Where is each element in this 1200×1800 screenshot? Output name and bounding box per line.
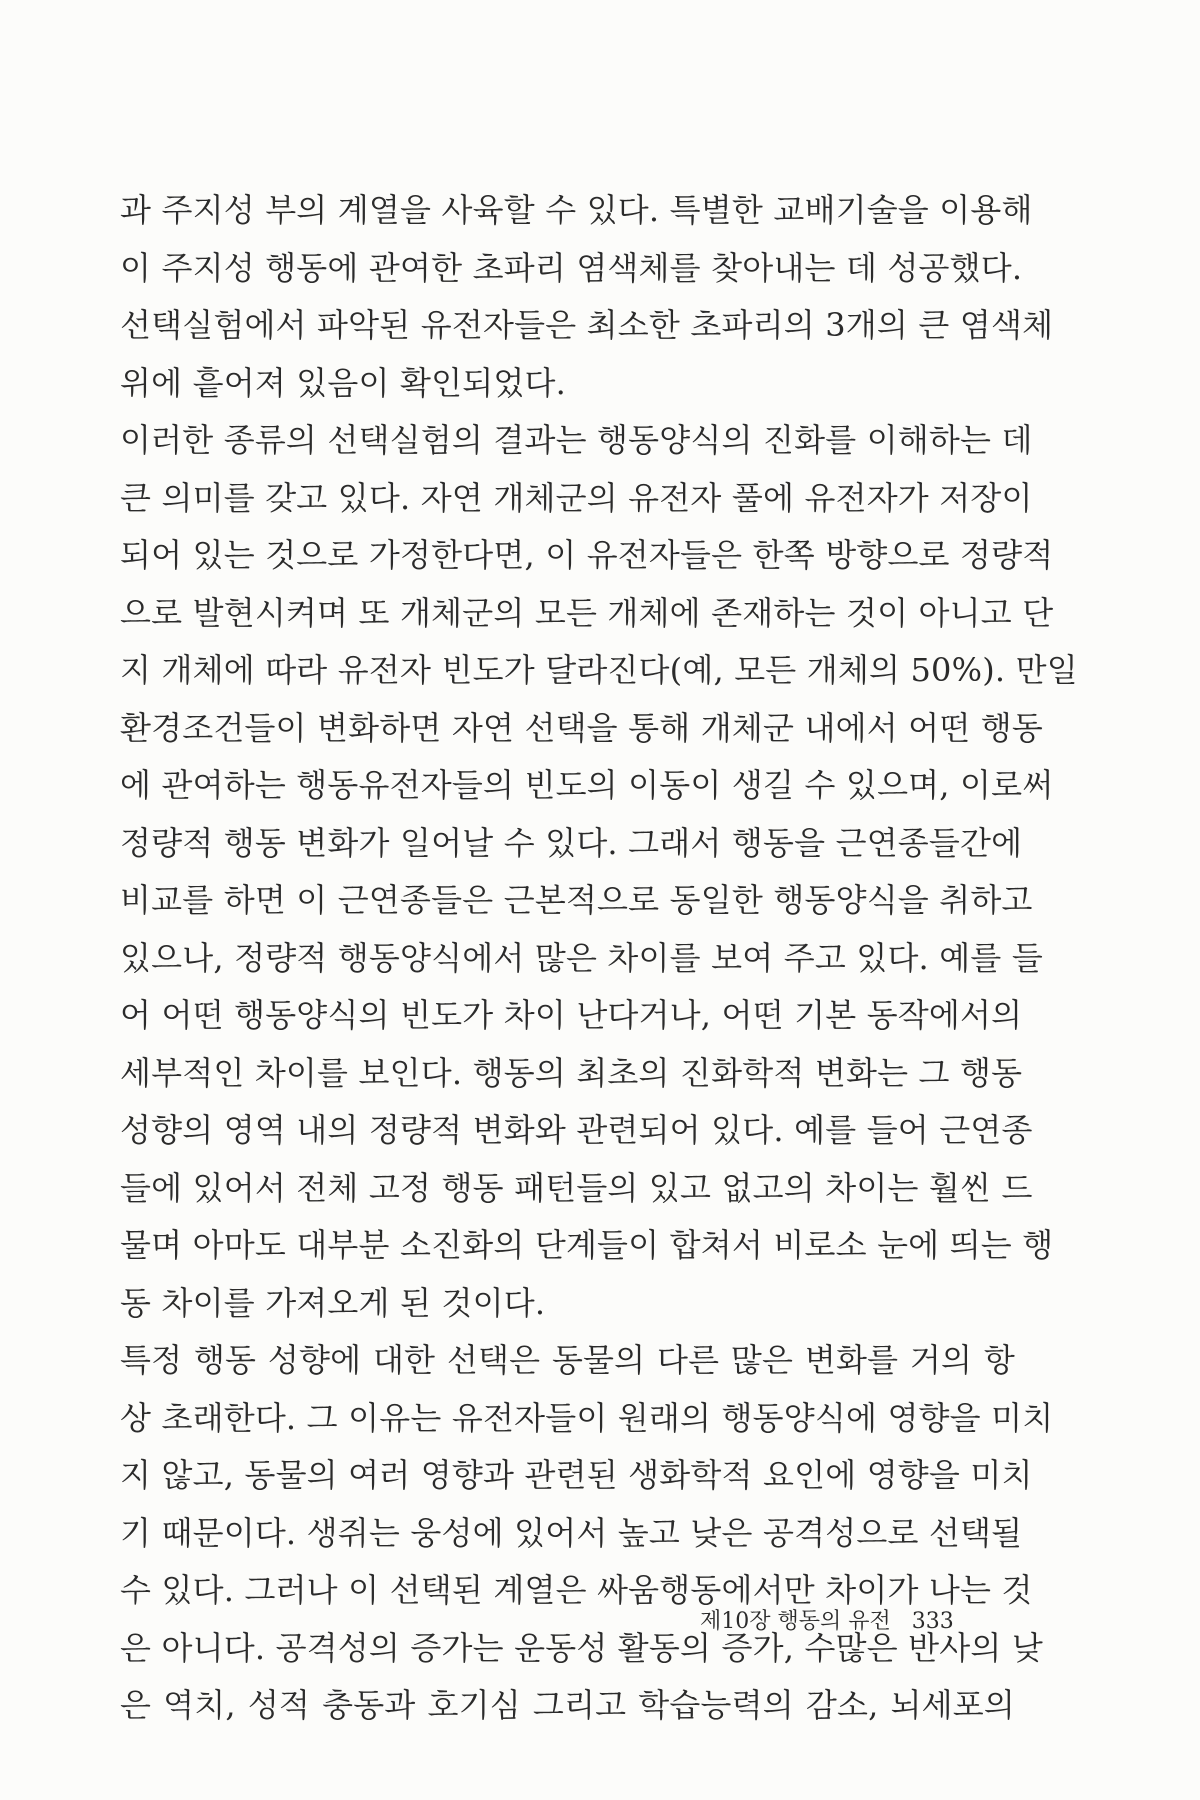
text-line: 큰 의미를 갖고 있다. 자연 개체군의 유전자 풀에 유전자가 저장이	[120, 478, 1033, 517]
text-line: 기 때문이다. 생쥐는 웅성에 있어서 높고 낮은 공격성으로 선택될	[120, 1513, 1023, 1552]
text-line: 과 주지성 부의 계열을 사육할 수 있다. 특별한 교배기술을 이용해	[120, 191, 1033, 229]
page-number: 333	[911, 1609, 954, 1634]
text-line: 이러한 종류의 선택실험의 결과는 행동양식의 진화를 이해하는 데	[120, 421, 1033, 459]
text-line: 어 어떤 행동양식의 빈도가 차이 난다거나, 어떤 기본 동작에서의	[120, 996, 1023, 1034]
paragraph	[120, 1332, 1054, 1735]
text-line: 수 있다. 그러나 이 선택된 계열은 싸움행동에서만 차이가 나는 것	[120, 1571, 1033, 1609]
text-line: 들에 있어서 전체 고정 행동 패턴들의 있고 없고의 차이는 훨씬 드	[120, 1168, 1033, 1207]
text-line: 물며 아마도 대부분 소진화의 단계들이 합쳐서 비로소 눈에 띄는 행	[120, 1226, 1054, 1264]
text-line: 은 아니다. 공격성의 증가는 운동성 활동의 증가, 수많은 반사의 낮	[120, 1628, 1044, 1667]
text-line: 은 역치, 성적 충동과 호기심 그리고 학습능력의 감소, 뇌세포의	[120, 1686, 1015, 1724]
text-line: 동 차이를 가져오게 된 것이다.	[120, 1283, 546, 1322]
text-line: 지 않고, 동물의 여러 영향과 관련된 생화학적 요인에 영향을 미치	[120, 1456, 1033, 1494]
text-line: 특정 행동 성향에 대한 선택은 동물의 다른 많은 변화를 거의 항	[120, 1341, 1015, 1379]
running-footer	[700, 1604, 1020, 1635]
text-line: 이 주지성 행동에 관여한 초파리 염색체를 찾아내는 데 성공했다.	[120, 248, 1023, 287]
text-line: 있으나, 정량적 행동양식에서 많은 차이를 보여 주고 있다. 예를 들	[120, 938, 1044, 977]
text-line: 선택실험에서 파악된 유전자들은 최소한 초파리의 3개의 큰 염색체	[120, 306, 1054, 344]
text-line: 상 초래한다. 그 이유는 유전자들이 원래의 행동양식에 영향을 미치	[120, 1398, 1054, 1437]
body-text	[120, 182, 1078, 1735]
text-line: 비교를 하면 이 근연종들은 근본적으로 동일한 행동양식을 취하고	[120, 881, 1033, 919]
text-line: 되어 있는 것으로 가정한다면, 이 유전자들은 한쪽 방향으로 정량적	[120, 536, 1054, 574]
text-line: 위에 흩어져 있음이 확인되었다.	[120, 363, 566, 402]
text-line: 에 관여하는 행동유전자들의 빈도의 이동이 생길 수 있으며, 이로써	[120, 766, 1054, 804]
text-line: 으로 발현시켜며 또 개체군의 모든 개체에 존재하는 것이 아니고 단	[120, 593, 1054, 632]
text-line: 세부적인 차이를 보인다. 행동의 최초의 진화학적 변화는 그 행동	[120, 1053, 1023, 1092]
text-line: 환경조건들이 변화하면 자연 선택을 통해 개체군 내에서 어떤 행동	[120, 708, 1044, 747]
paragraph	[120, 182, 1054, 412]
text-line: 정량적 행동 변화가 일어날 수 있다. 그래서 행동을 근연종들간에	[120, 823, 1023, 862]
chapter-title: 제10장 행동의 유전	[700, 1609, 891, 1634]
text-line: 성향의 영역 내의 정량적 변화와 관련되어 있다. 예를 들어 근연종	[120, 1111, 1033, 1149]
paragraph	[120, 412, 1078, 1332]
text-line: 지 개체에 따라 유전자 빈도가 달라진다(예, 모든 개체의 50%). 만일	[120, 651, 1078, 689]
